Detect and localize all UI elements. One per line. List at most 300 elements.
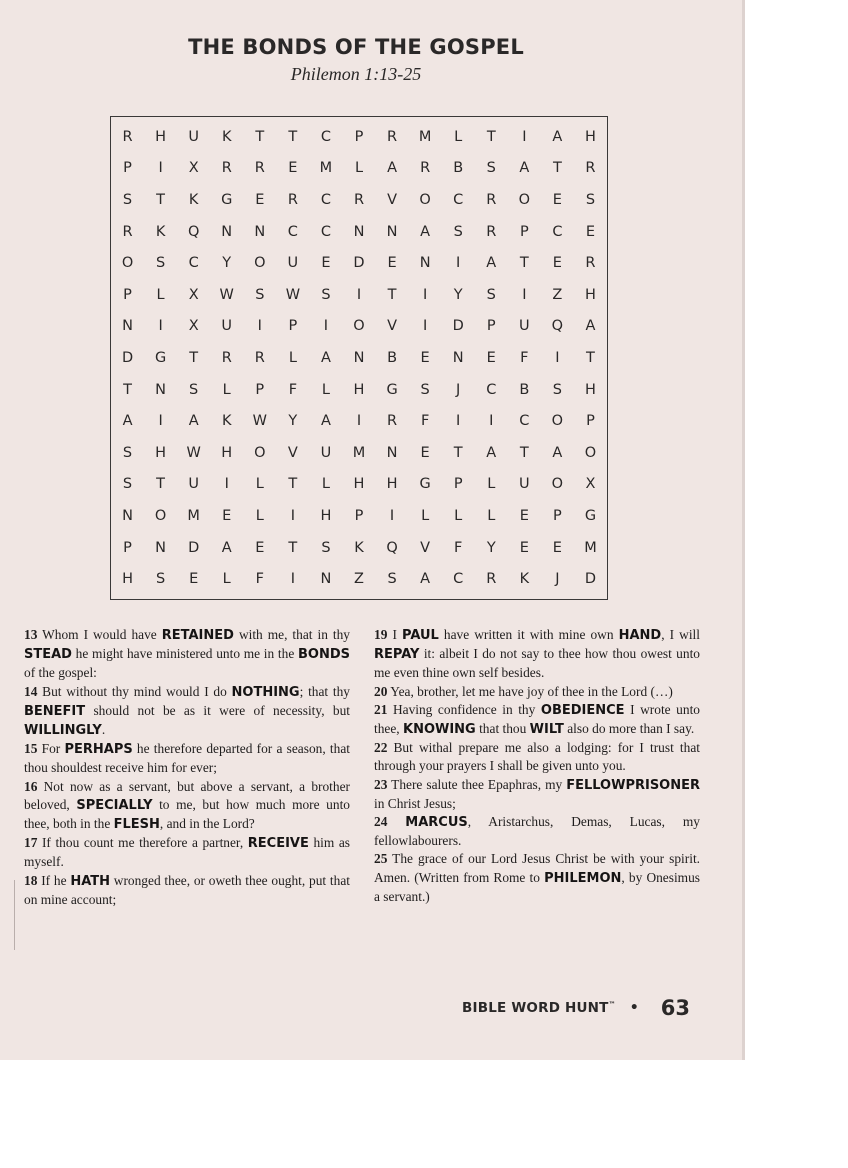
grid-letter: O [518,191,531,208]
grid-letter: U [287,255,299,272]
verse-18 [24,872,350,909]
grid-letter: I [456,255,461,272]
grid-letter: U [320,444,332,461]
grid-letter: I [290,571,295,588]
grid-letter: P [288,318,298,335]
grid-letter: S [122,444,133,461]
grid-letter: M [187,507,200,524]
grid-letter: O [154,507,167,524]
hidden-word: STEAD [24,647,72,663]
grid-letter: I [389,507,395,524]
grid-letter: F [420,413,430,430]
grid-letter: A [519,160,530,177]
grid-letter: W [219,286,234,303]
verse-24 [374,813,700,850]
grid-letter: R [221,160,232,177]
grid-letter: F [454,539,463,556]
grid-letter: A [320,413,331,430]
grid-letter: R [486,571,497,588]
grid-letter: E [486,349,496,366]
verse-text: , Aristarchus, Demas, Lucas, my fellowlabourers. [374,814,700,849]
verse-text: he therefore departed for a season, that thou shouldest receive him for ever; [24,741,350,776]
grid-letter: P [519,223,529,240]
grid-letter: P [354,507,364,524]
grid-letter: Y [453,286,463,303]
verse-number: 17 [24,835,38,851]
verse-text: If he [41,872,71,888]
grid-letter: L [255,476,264,493]
grid-letter: D [188,539,200,556]
verse-text: . [101,722,106,738]
verse-number: 16 [24,778,38,794]
grid-letter: R [420,160,431,177]
grid-letter: R [486,191,497,208]
grid-letter: Z [354,571,364,588]
grid-letter: K [221,413,232,430]
hidden-word: PAUL [402,628,439,643]
grid-letter: X [585,476,596,493]
grid-letter: Q [551,318,564,335]
grid-letter: C [287,223,298,240]
grid-letter: A [486,255,497,272]
grid-letter: A [122,413,133,430]
verse-text: in Christ Jesus; [374,795,456,811]
grid-letter: H [585,381,596,398]
verse-text: that thou [475,721,530,737]
grid-letter: G [419,476,431,493]
grid-letter: A [387,160,398,177]
grid-letter: R [387,128,398,145]
grid-letter: L [421,507,430,524]
grid-letter: N [419,255,431,272]
grid-letter: L [156,286,165,303]
grid-letter: Y [222,255,232,272]
grid-letter: N [254,223,266,240]
grid-letter: H [221,444,233,461]
verse-number: 20 [374,683,388,699]
word-search-grid [110,116,608,600]
grid-letter: M [584,539,597,556]
grid-letter: R [254,349,265,366]
grid-letter: V [420,539,431,556]
grid-letter: S [122,476,133,493]
grid-letter: O [121,255,134,272]
grid-letter: N [122,318,133,335]
grid-letter: S [453,223,463,240]
grid-letter: I [224,476,229,493]
grid-letter: U [519,476,530,493]
grid-letter: I [489,413,494,430]
grid-letter: A [552,128,563,145]
grid-letter: W [252,413,267,430]
verse-text: I [392,627,402,642]
grid-letter: T [453,444,463,461]
grid-letter: G [386,381,398,398]
grid-letter: Y [288,413,298,430]
grid-letter: L [487,507,496,524]
grid-letter: O [254,444,266,461]
grid-letter: F [288,381,298,398]
verse-22 [374,739,700,775]
verses-right-column [374,626,700,906]
grid-letter: L [321,381,330,398]
hidden-word: REPAY [374,647,420,663]
hidden-word: FLESH [113,817,160,833]
verse-text: Yea, brother, let me have joy of thee in the Lord (…) [390,683,673,699]
grid-letter: H [155,444,167,461]
grid-letter: E [585,223,596,240]
grid-letter: U [188,476,199,493]
hidden-word: BENEFIT [24,703,86,719]
grid-letter: P [453,476,463,493]
grid-letter: M [319,160,333,177]
grid-letter: R [353,191,365,208]
grid-letter: Z [552,286,563,303]
verse-text: Whom I would have [42,627,162,642]
grid-letter: A [420,571,431,588]
verse-14 [24,683,350,741]
grid-letter: H [585,128,596,145]
verse-number: 23 [374,776,388,792]
grid-letter: A [585,318,596,335]
grid-letter: N [221,223,233,240]
grid-letter: B [519,381,530,398]
grid-letter: S [420,381,430,398]
footer-separator: • [629,1000,639,1016]
grid-letter: M [352,444,366,461]
grid-letter: J [555,571,560,588]
grid-letter: I [158,318,163,335]
verse-text: should not be as it were of necessity, but [85,702,350,718]
grid-letter: V [387,191,398,208]
footer-brand-text: BIBLE WORD HUNT [462,1000,609,1016]
verse-16 [24,778,350,835]
footer-brand [462,1000,616,1016]
grid-letter: S [189,381,199,398]
grid-letter: H [122,571,133,588]
verse-number: 19 [374,627,388,642]
verse-17 [24,834,350,871]
verse-text: If thou count me therefore a partner, [41,835,248,851]
grid-letter: E [420,349,430,366]
hidden-word: HAND [618,628,662,643]
grid-letter: L [454,128,463,145]
grid-letter: N [386,223,398,240]
hidden-word: FELLOWPRISONER [566,777,701,793]
grid-letter: T [288,128,298,145]
grid-letter: L [454,507,463,524]
grid-letter: N [320,571,332,588]
grid-letter: T [586,349,595,366]
verse-text: him as myself. [24,835,350,870]
scan-margin-mark [14,880,15,950]
verse-text: , by Onesimus a servant.) [374,869,701,904]
grid-letter: O [353,318,365,335]
grid-letter: U [221,318,233,335]
verse-text: with me, that in thy [233,627,350,642]
grid-letter: J [456,381,461,398]
grid-letter: R [387,413,398,430]
grid-letter: R [287,191,298,208]
verse-text: Not now as a servant, but above a servant, a brother beloved, [24,778,350,812]
grid-letter: A [552,444,563,461]
verse-number: 25 [374,851,388,867]
verse-text: For [41,741,65,757]
grid-letter: E [552,255,562,272]
verse-text: it: albeit I do not say to thee how thou owest unto me even thine own self besides. [374,646,700,681]
grid-letter: T [156,191,166,208]
grid-letter: T [519,444,529,461]
hidden-word: HATH [70,873,110,889]
verse-number: 21 [374,701,388,717]
grid-letter: G [154,349,167,366]
grid-letter: S [122,191,133,208]
grid-letter: W [186,444,201,461]
verse-15 [24,740,350,777]
grid-letter: L [222,381,231,398]
verse-text: Having confidence in thy [392,701,541,717]
grid-letter: T [123,381,132,398]
grid-letter: R [585,160,596,177]
hidden-word: MARCUS [405,815,468,831]
grid-letter: S [321,539,331,556]
grid-letter: K [221,128,232,145]
verse-text: I wrote unto thee, [374,701,700,737]
hidden-word: PHILEMON [544,870,622,886]
hidden-word: PERHAPS [64,742,133,758]
grid-letter: R [254,160,265,177]
grid-letter: O [551,413,564,430]
grid-letter: I [522,128,527,145]
grid-letter: A [188,413,199,430]
grid-letter: P [123,539,132,556]
grid-letter: K [155,223,166,240]
grid-letter: T [486,128,496,145]
grid-letter: D [452,318,464,335]
grid-letter: H [320,507,332,524]
grid-letter: T [387,286,397,303]
verse-20 [374,683,700,701]
grid-letter: P [354,128,364,145]
grid-letter: T [519,255,529,272]
grid-letter: O [419,191,431,208]
grid-letter: T [552,160,562,177]
grid-letter: N [452,349,464,366]
grid-letter: P [553,507,562,524]
verse-text: The grace of our Lord Jesus Christ be with your spirit. Amen. (Written from Rome to [374,851,701,885]
grid-letter: I [356,413,362,430]
grid-letter: C [320,223,331,240]
grid-letter: L [288,349,297,366]
grid-letter: E [420,444,430,461]
hidden-word: KNOWING [403,722,476,738]
grid-letter: R [221,349,232,366]
grid-letter: G [584,507,597,524]
grid-letter: M [418,128,432,145]
grid-letter: H [353,381,365,398]
grid-letter: H [353,476,365,493]
grid-letter: D [353,255,365,272]
grid-letter: G [221,191,233,208]
hidden-word: RETAINED [161,628,234,643]
grid-letter: B [387,349,398,366]
verse-number: 18 [24,872,38,888]
grid-letter: I [323,318,329,335]
grid-letter: U [188,128,199,145]
grid-letter: Y [486,539,496,556]
grid-letter: E [552,191,562,208]
grid-letter: F [255,571,264,588]
verse-number: 13 [24,627,38,642]
page-edge [742,0,745,1060]
page-number: 63 [660,996,690,1020]
grid-letter: E [552,539,562,556]
grid-letter: E [387,255,397,272]
grid-letter: R [486,223,497,240]
verse-text: he might have ministered unto me in the [71,646,298,662]
grid-letter: L [487,476,496,493]
grid-letter: O [584,444,597,461]
grid-letter: X [188,160,199,177]
grid-letter: E [222,507,232,524]
grid-letter: E [255,539,265,556]
grid-letter: C [552,223,563,240]
grid-letter: T [156,476,166,493]
grid-letter: H [386,476,398,493]
grid-letter: N [386,444,398,461]
grid-letter: I [522,286,527,303]
verse-text: But withal prepare me also a lodging: for I trust that through your prayers I shall be given unto you. [374,740,700,774]
grid-letter: P [586,413,595,430]
grid-letter: D [121,349,134,366]
grid-letter: H [585,286,596,303]
grid-letter: S [585,191,596,208]
grid-letter: I [456,413,461,430]
verse-number: 14 [24,683,38,699]
grid-letter: C [320,128,331,145]
grid-letter: X [188,286,199,303]
grid-letter: E [519,539,529,556]
grid-letter: Q [187,223,200,240]
verse-text: ; that thy [299,683,350,699]
grid-letter: S [387,571,397,588]
grid-letter: L [354,160,364,177]
grid-letter: B [453,160,464,177]
hidden-word: BONDS [298,647,350,663]
grid-letter: N [155,539,167,556]
grid-letter: I [158,413,163,430]
grid-letter: S [486,160,496,177]
grid-letter: S [552,381,562,398]
grid-letter: C [486,381,497,398]
grid-letter: T [288,539,298,556]
grid-letter: P [123,160,132,177]
grid-letter: T [189,349,199,366]
hidden-word: WILLINGLY [24,723,102,739]
grid-letter: K [188,191,199,208]
verse-text: have written it with mine own [438,627,619,642]
grid-letter: I [290,507,295,524]
page-footer [462,994,690,1022]
grid-letter: L [255,507,264,524]
page-title: THE BONDS OF THE GOSPEL [188,35,524,59]
grid-letter: I [422,318,428,335]
grid-letter: O [551,476,564,493]
grid-letter: A [420,223,431,240]
grid-letter: R [122,223,133,240]
grid-letter: S [321,286,331,303]
grid-letter: I [257,318,262,335]
grid-letter: C [453,571,464,588]
grid-letter: R [585,255,596,272]
grid-letter: H [155,128,167,145]
grid-letter: V [387,318,398,335]
grid-letter: I [555,349,560,366]
grid-letter: I [422,286,428,303]
grid-letter: S [155,255,166,272]
grid-letter: I [158,160,163,177]
scripture-reference: Philemon 1:13-25 [290,64,422,84]
grid-letter: E [321,255,331,272]
grid-letter: T [288,476,298,493]
verse-text: , and in the Lord? [159,816,255,832]
grid-letter: U [519,318,530,335]
grid-letter: S [155,571,166,588]
grid-letter: A [486,444,497,461]
verse-13 [24,626,350,683]
verse-text: also do more than I say. [563,721,695,737]
verse-number: 15 [24,741,38,757]
grid-letter: F [520,349,529,366]
trademark-symbol: ™ [608,1000,616,1009]
grid-letter: E [519,507,529,524]
hidden-word: OBEDIENCE [540,702,625,718]
verse-21 [374,701,700,739]
verse-text: wronged thee, or oweth thee ought, put that on mine account; [24,872,350,907]
grid-letter: E [255,191,265,208]
grid-letter: P [486,318,496,335]
verse-23 [374,776,700,813]
grid-letter: V [287,444,298,461]
verse-number: 22 [374,740,388,756]
verse-25 [374,850,700,906]
hidden-word: NOTHING [231,684,300,700]
verse-text: to me, but how much more unto thee, both in the [24,796,350,832]
grid-letter: E [189,571,199,588]
grid-letter: L [321,476,330,493]
grid-letter: S [486,286,496,303]
grid-letter: P [255,381,265,398]
grid-letter: N [155,381,167,398]
hidden-word: SPECIALLY [76,797,153,813]
verse-text: of the gospel: [24,665,97,681]
verse-19 [374,626,700,683]
hidden-word: WILT [529,722,564,738]
grid-letter: D [584,571,597,588]
grid-letter: N [122,507,133,524]
verse-text: There salute thee Epaphras, my [391,776,567,792]
verses-left-column [24,626,350,909]
verse-number: 24 [374,814,388,830]
verse-text: , I will [661,627,700,642]
grid-letter: P [123,286,132,303]
grid-letter: R [122,128,133,145]
grid-letter: C [519,413,530,430]
grid-letter: A [320,349,331,366]
grid-letter: A [221,539,232,556]
grid-letter: O [254,255,266,272]
verse-text: But without thy mind would I do [42,683,232,699]
